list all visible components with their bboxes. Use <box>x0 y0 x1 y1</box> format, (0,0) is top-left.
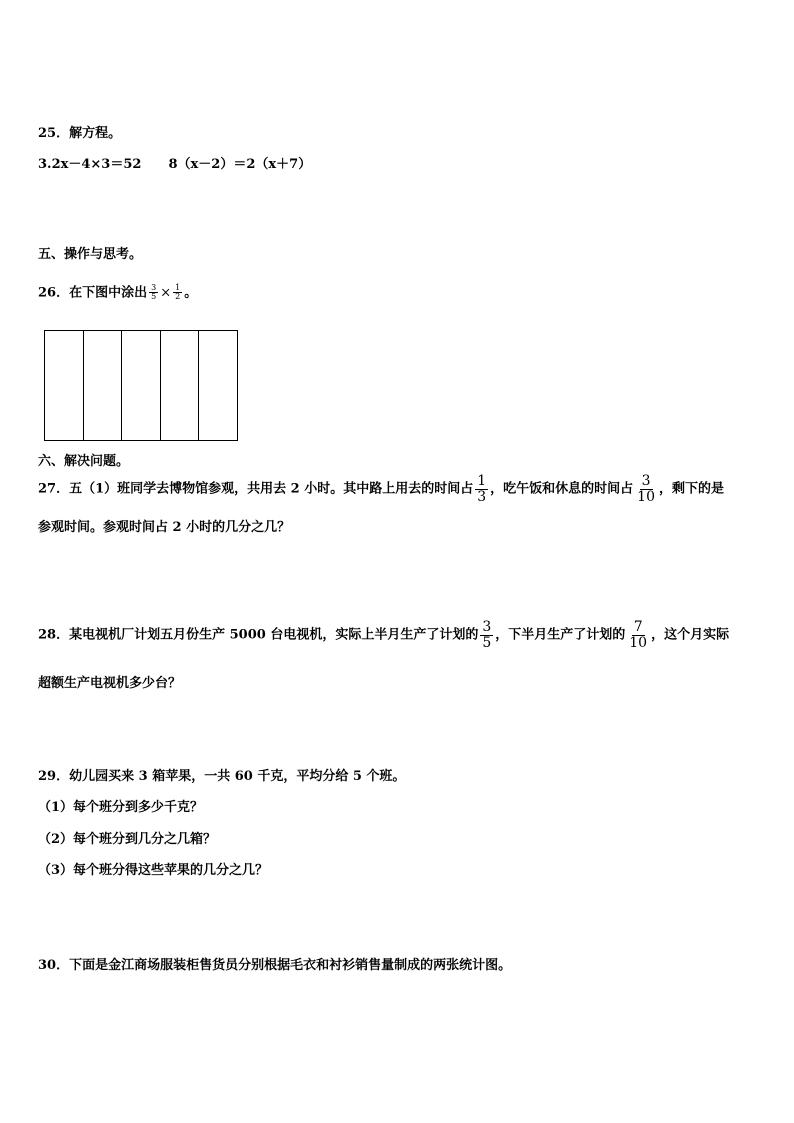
fraction-numerator: 3 <box>482 619 492 635</box>
q28-line-2: 超额生产电视机多少台？ <box>38 676 182 691</box>
q30-title: 30．下面是金江商场服装柜售货员分别根据毛衣和衬衫销售量制成的两张统计图。 <box>38 958 512 973</box>
q27-text-3: ，剩下的是 <box>659 481 725 497</box>
fraction-numerator: 1 <box>477 473 487 489</box>
q25-equation-2: 8（x－2）＝2（x＋7） <box>168 157 312 172</box>
q28-text-1: 28．某电视机厂计划五月份生产 5000 台电视机，实际上半月生产了计划的 <box>38 627 479 643</box>
q25-title: 25．解方程。 <box>38 126 122 141</box>
grid-cell[interactable] <box>199 331 237 440</box>
fraction-denominator: 10 <box>629 634 648 651</box>
q27-text-2: ，吃午饭和休息的时间占 <box>490 481 634 497</box>
fraction-numerator: 3 <box>151 283 157 292</box>
fraction <box>173 284 182 302</box>
q28-line-1 <box>38 620 729 650</box>
q25-equations <box>38 158 311 171</box>
fraction <box>627 620 649 650</box>
fraction-denominator: 10 <box>637 488 655 505</box>
fraction-numerator: 7 <box>633 619 643 635</box>
section-5-heading: 五、操作与思考。 <box>38 247 143 262</box>
grid-cell[interactable] <box>161 331 200 440</box>
q27-text-1: 27．五（1）班同学去博物馆参观，共用去 2 小时。其中路上用去的时间占 <box>38 481 474 497</box>
fraction-denominator: 5 <box>482 634 492 651</box>
q26-prompt <box>38 284 197 302</box>
fraction <box>635 474 657 504</box>
grid-cell[interactable] <box>122 331 161 440</box>
section-6-heading: 六、解决问题。 <box>38 454 130 469</box>
fraction-denominator: 2 <box>175 292 181 302</box>
shading-grid <box>44 330 238 441</box>
fraction <box>475 474 488 504</box>
fraction-numerator: 1 <box>175 283 181 292</box>
grid-cell[interactable] <box>84 331 123 440</box>
fraction-numerator: 3 <box>641 473 651 489</box>
fraction <box>480 620 493 650</box>
q25-equation-1: 3.2x－4×3＝52 <box>38 157 142 172</box>
q27-line-1 <box>38 474 724 504</box>
q29-sub-3: （3）每个班分得这些苹果的几分之几？ <box>38 863 269 878</box>
fraction-denominator: 5 <box>151 292 157 302</box>
q26-suffix: 。 <box>184 285 198 301</box>
q29-sub-2: （2）每个班分到几分之几箱？ <box>38 832 217 847</box>
grid-cell[interactable] <box>45 331 84 440</box>
q28-text-2: ，下半月生产了计划的 <box>495 627 626 643</box>
q26-prefix: 26．在下图中涂出 <box>38 285 148 301</box>
multiply-sign: × <box>160 285 172 301</box>
q29-sub-1: （1）每个班分到多少千克？ <box>38 800 204 815</box>
fraction-denominator: 3 <box>477 488 487 505</box>
fraction <box>149 284 158 302</box>
q27-line-2: 参观时间。参观时间占 2 小时的几分之几？ <box>38 520 291 535</box>
q29-title: 29．幼儿园买来 3 箱苹果，一共 60 千克，平均分给 5 个班。 <box>38 769 406 784</box>
q28-text-3: ，这个月实际 <box>651 627 730 643</box>
